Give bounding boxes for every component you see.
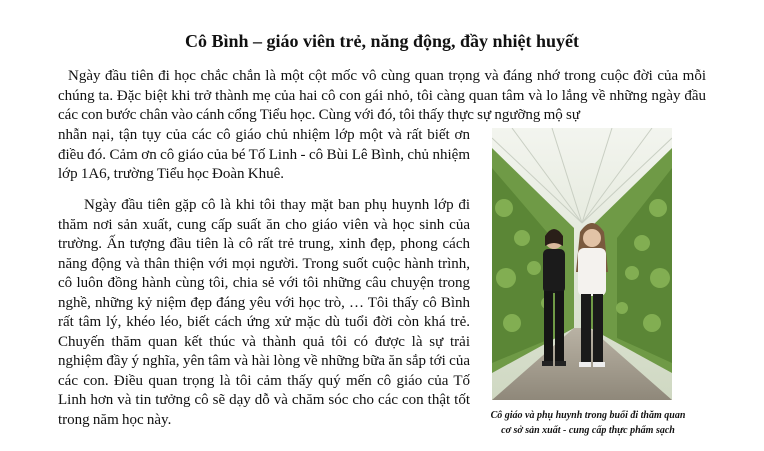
article-title: Cô Bình – giáo viên trẻ, năng động, đầy nhiệt huyết xyxy=(184,31,580,51)
paragraph-intro: Ngày đầu tiên đi học chắc chắn là một cột mốc vô cùng quan trọng và đáng nhớ trong cuộc đời của mỗi chúng ta. Đặc biệt khi trở thành mẹ của hai cô con gái nhỏ, tôi càng quan tâm và lo lắng về những ngày đầu các con bước chân vào cánh cổng Tiểu học. Cùng với đó, tôi thấy thực sự ngưỡng mộ sự xyxy=(58,68,706,123)
greenhouse-photo-illustration xyxy=(492,128,672,400)
paragraph-thanks: nhẫn nại, tận tụy của các cô giáo chủ nhiệm lớp một và rất biết ơn điều đó. Cảm ơn cô giáo của bé Tố Linh - cô Bùi Lê Bình, chủ nhiệm lớp 1A6, trường Tiểu học Đoàn Khuê. xyxy=(58,127,470,182)
photo-caption-line-1: Cô giáo và phụ huynh trong buổi đi thăm quan xyxy=(490,410,686,421)
paragraph-first-meeting: Ngày đầu tiên gặp cô là khi tôi thay mặt ban phụ huynh lớp đi thăm nơi sản xuất, cung cấp suất ăn cho giáo viên và học sinh của trường. Ấn tượng đầu tiên là cô rất trẻ trung, xinh đẹp, phong cách năng động và thân thiện với mọi người. Trong suốt cuộc hành trình, cô luôn đồng hành cùng tôi, chia sẻ với tôi những câu chuyện trong nghề, những kỷ niệm đẹp đáng yêu với học trò, … Tôi thấy cô Bình rất tâm lý, khéo léo, biết cách ứng xử mặc dù tuổi đời còn khá trẻ. Chuyến thăm quan kết thúc và thành quả tôi có được là sự trải nghiệm đầy ý nghĩa, yên tâm và hài lòng về những bữa ăn sắp tới của các con. Điều quan trọng là tôi cảm thấy quý mến cô giáo của Tố Linh hơn và tin tưởng cô sẽ dạy dỗ và chăm sóc cho các con thật tốt trong năm học này. xyxy=(58,197,470,428)
photo-caption-line-2: cơ sở sản xuất - cung cấp thực phẩm sạch xyxy=(501,425,675,436)
greenhouse-photo xyxy=(492,128,672,400)
photo-caption xyxy=(478,408,698,438)
